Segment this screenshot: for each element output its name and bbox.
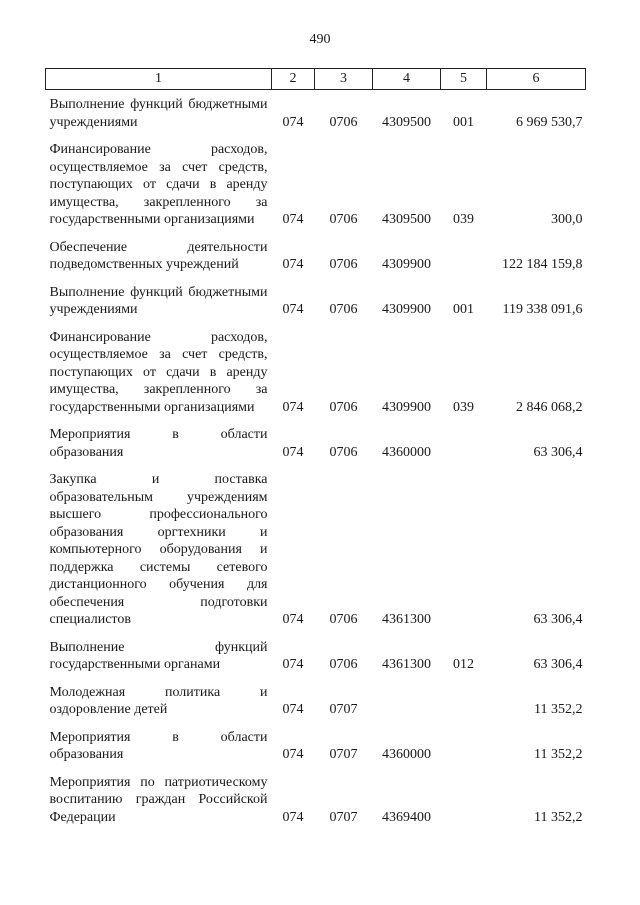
table-row xyxy=(46,464,586,632)
row-article: 4361300 xyxy=(382,657,431,672)
row-ministry: 074 xyxy=(282,702,304,717)
table-row xyxy=(46,232,586,277)
row-section: 0707 xyxy=(329,809,358,825)
header-col-3: 3 xyxy=(315,69,373,90)
row-ministry: 074 xyxy=(282,747,304,762)
row-name: Молодежная политика и оздоровление детей xyxy=(49,684,268,717)
row-ministry: 074 xyxy=(282,399,304,415)
row-section: 0706 xyxy=(329,114,358,130)
row-amount: 63 306,4 xyxy=(533,657,583,672)
row-name: Мероприятия по патриотическому воспитанию граждан Российской Федерации xyxy=(49,774,268,825)
table-row xyxy=(46,767,586,830)
row-name: Закупка и поставка образовательным учреждениям высшего профессионального образования оргтехники и компьютерного оборудования и поддержка системы сетевого дистанционного обучения для обеспечения подготовки специалистов xyxy=(49,472,268,627)
table-row xyxy=(46,677,586,722)
row-section: 0707 xyxy=(329,747,358,762)
table-body xyxy=(46,90,586,830)
row-section: 0706 xyxy=(329,657,358,672)
row-section: 0706 xyxy=(329,257,358,272)
table-row xyxy=(46,90,586,135)
row-name: Мероприятия в области образования xyxy=(49,729,268,762)
header-col-2: 2 xyxy=(272,69,315,90)
header-col-6: 6 xyxy=(487,69,586,90)
row-article: 4360000 xyxy=(382,444,431,460)
row-name: Финансирование расходов, осуществляемое за счет средств, поступающих от сдачи в аренду имущества, закрепленного за государственными организациями xyxy=(49,329,268,415)
row-article: 4361300 xyxy=(382,612,431,627)
row-section: 0707 xyxy=(329,702,358,717)
row-name: Финансирование расходов, осуществляемое за счет средств, поступающих от сдачи в аренду имущества, закрепленного за государственными организациями xyxy=(49,142,268,227)
row-expense-type xyxy=(441,722,487,767)
row-expense-type xyxy=(441,419,487,464)
header-col-1: 1 xyxy=(46,69,272,90)
row-expense-type: 012 xyxy=(453,657,474,672)
row-ministry: 074 xyxy=(282,444,304,460)
row-section: 0706 xyxy=(329,302,358,317)
row-name: Мероприятия в области образования xyxy=(49,427,268,460)
table-row xyxy=(46,134,586,232)
row-ministry: 074 xyxy=(282,612,304,627)
row-section: 0706 xyxy=(329,612,358,627)
row-ministry: 074 xyxy=(282,114,304,130)
row-ministry: 074 xyxy=(282,302,304,317)
table-row xyxy=(46,722,586,767)
row-ministry: 074 xyxy=(282,212,304,227)
row-name: Выполнение функций бюджетными учреждениями xyxy=(49,97,268,130)
row-expense-type xyxy=(441,677,487,722)
row-article: 4309900 xyxy=(382,399,431,415)
budget-table xyxy=(45,68,586,829)
row-expense-type xyxy=(441,767,487,830)
row-name: Выполнение функций бюджетными учреждениями xyxy=(49,284,268,317)
row-expense-type: 039 xyxy=(453,399,474,415)
header-col-5: 5 xyxy=(441,69,487,90)
row-article xyxy=(373,677,441,722)
row-amount: 300,0 xyxy=(551,212,583,227)
table-header xyxy=(46,69,586,90)
page-number: 490 xyxy=(309,32,331,47)
row-article: 4309500 xyxy=(382,212,431,227)
row-amount: 11 352,2 xyxy=(534,702,583,717)
table-row xyxy=(46,277,586,322)
table-row xyxy=(46,419,586,464)
row-name: Обеспечение деятельности подведомственных учреждений xyxy=(49,239,268,272)
row-amount: 122 184 159,8 xyxy=(502,257,583,272)
row-amount: 6 969 530,7 xyxy=(516,114,583,130)
row-expense-type xyxy=(441,232,487,277)
row-article: 4309500 xyxy=(382,114,431,130)
row-amount: 63 306,4 xyxy=(533,612,583,627)
row-amount: 63 306,4 xyxy=(533,444,583,460)
row-section: 0706 xyxy=(329,444,358,460)
header-col-4: 4 xyxy=(373,69,441,90)
row-amount: 11 352,2 xyxy=(534,747,583,762)
row-article: 4309900 xyxy=(382,302,431,317)
row-article: 4360000 xyxy=(382,747,431,762)
row-section: 0706 xyxy=(329,399,358,415)
row-amount: 2 846 068,2 xyxy=(516,399,583,415)
row-expense-type: 039 xyxy=(453,212,474,227)
row-article: 4369400 xyxy=(382,809,431,825)
row-amount: 11 352,2 xyxy=(534,809,583,825)
row-expense-type: 001 xyxy=(453,114,474,130)
row-amount: 119 338 091,6 xyxy=(502,302,583,317)
row-ministry: 074 xyxy=(282,809,304,825)
table-row xyxy=(46,322,586,420)
row-name: Выполнение функций государственными органами xyxy=(49,639,268,672)
row-article: 4309900 xyxy=(382,257,431,272)
row-expense-type: 001 xyxy=(453,302,474,317)
row-ministry: 074 xyxy=(282,257,304,272)
row-ministry: 074 xyxy=(282,657,304,672)
table-row xyxy=(46,632,586,677)
row-expense-type xyxy=(441,464,487,632)
row-section: 0706 xyxy=(329,212,358,227)
